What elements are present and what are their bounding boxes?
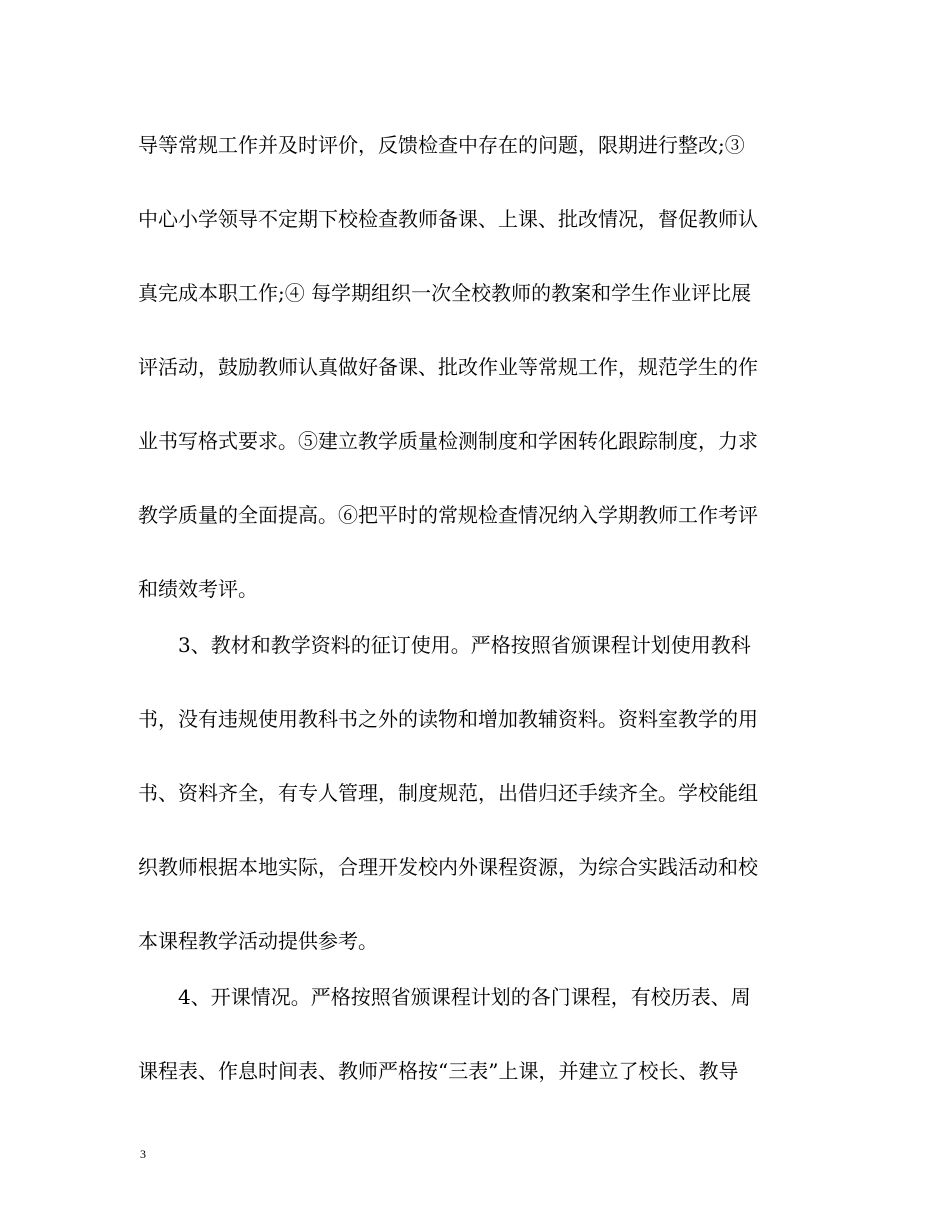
text-line: 评活动，鼓励教师认真做好备课、批改作业等常规工作，规范学生的作	[138, 355, 758, 379]
text-line: 业书写格式要求。⑤建立教学质量检测制度和学困转化跟踪制度，力求	[138, 429, 758, 453]
paragraph-first-line: 3、教材和教学资料的征订使用。严格按照省颁课程计划使用教科	[178, 633, 751, 657]
text-line: 教学质量的全面提高。⑥把平时的常规检查情况纳入学期教师工作考评	[138, 503, 758, 527]
text-line: 本课程教学活动提供参考。	[138, 929, 378, 953]
text-line: 课程表、作息时间表、教师严格按“三表”上课，并建立了校长、教导	[138, 1059, 739, 1083]
text-line: 中心小学领导不定期下校检查教师备课、上课、批改情况，督促教师认	[138, 207, 758, 231]
page-number: 3	[140, 1147, 146, 1161]
text-line: 和绩效考评。	[138, 577, 258, 601]
text-line: 书，没有违规使用教科书之外的读物和增加教辅资料。资料室教学的用	[138, 707, 758, 731]
text-line: 真完成本职工作;④ 每学期组织一次全校教师的教案和学生作业评比展	[138, 281, 752, 305]
text-line: 书、资料齐全，有专人管理，制度规范，出借归还手续齐全。学校能组	[138, 781, 758, 805]
text-line: 导等常规工作并及时评价，反馈检查中存在的问题，限期进行整改;③	[138, 133, 745, 157]
paragraph-first-line: 4、开课情况。严格按照省颁课程计划的各门课程，有校历表、周	[178, 985, 751, 1009]
text-line: 织教师根据本地实际，合理开发校内外课程资源，为综合实践活动和校	[138, 855, 758, 879]
